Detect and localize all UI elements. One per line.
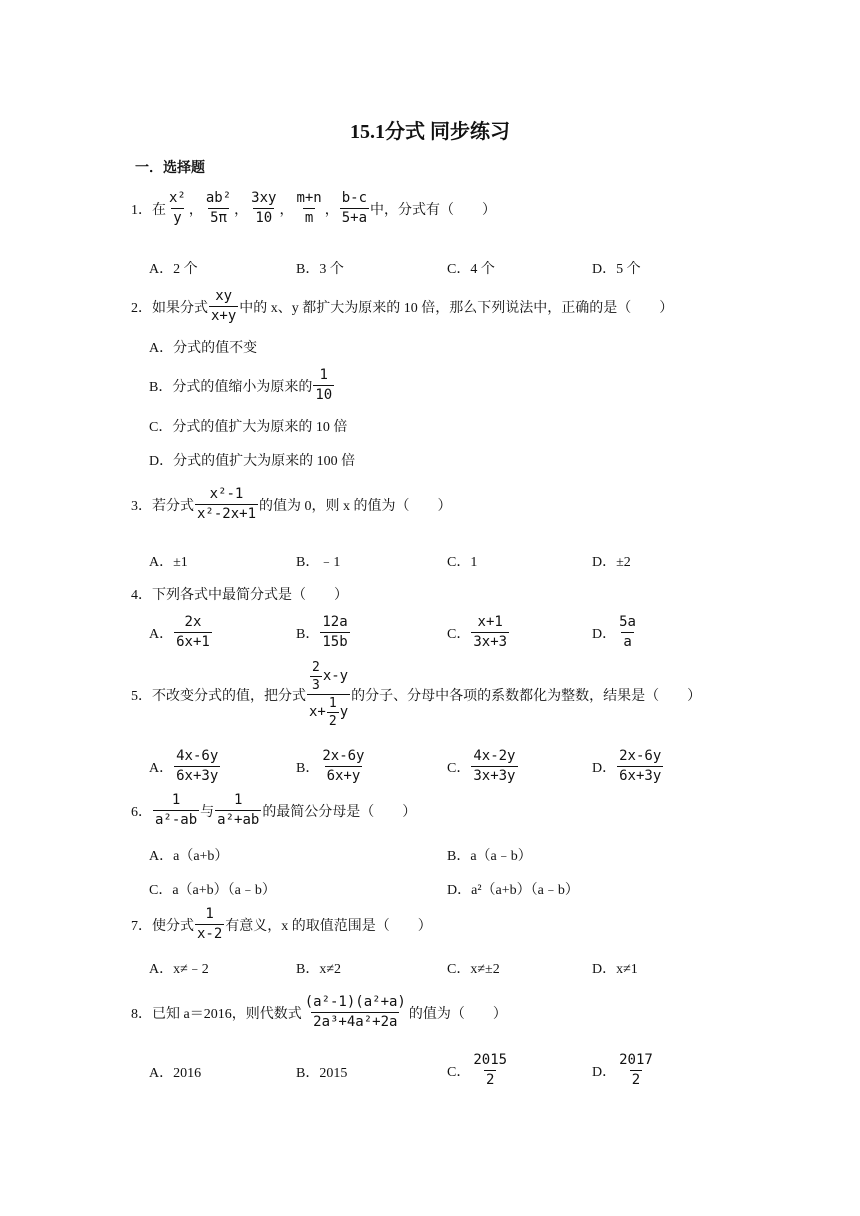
fraction	[320, 748, 366, 785]
denominator: 6x+y	[326, 768, 361, 784]
section-heading: 一．选择题	[135, 161, 205, 176]
option-label: D．	[592, 760, 617, 776]
option-b: B．﹣1	[296, 555, 341, 570]
question-4-text: 4．下列各式中最简分式是（ ）	[131, 588, 348, 603]
fraction	[340, 190, 369, 227]
question-7-prefix: 7．使分式	[131, 918, 194, 934]
option-d: D．a²（a+b）（a﹣b）	[447, 883, 579, 898]
separator: ，	[188, 202, 203, 218]
fraction	[153, 792, 199, 829]
denominator-rest: y	[339, 704, 349, 720]
denominator: 6x+3y	[176, 768, 219, 784]
denominator: x-2	[197, 926, 223, 942]
option-label: C．	[447, 626, 471, 642]
question-1-suffix: 中，分式有（ ）	[370, 202, 497, 218]
option-a: A．±1	[149, 555, 188, 570]
question-2	[131, 288, 673, 325]
numerator: 1	[234, 792, 243, 808]
fraction	[327, 696, 339, 729]
numerator: x²-1	[209, 486, 244, 502]
numerator: 1	[205, 906, 214, 922]
fraction	[204, 190, 233, 227]
option-d	[592, 1052, 656, 1089]
fraction	[195, 486, 258, 523]
denominator: 6x+1	[176, 634, 210, 650]
numerator: xy	[215, 288, 233, 304]
numerator: x+1	[477, 614, 503, 630]
fraction	[313, 367, 334, 404]
numerator: 2017	[619, 1052, 653, 1068]
option-d	[592, 748, 664, 785]
denominator: 10	[255, 210, 273, 226]
separator: ，	[234, 202, 249, 218]
option-b: B．3 个	[296, 262, 344, 277]
denominator: 2	[328, 714, 337, 729]
fraction	[209, 288, 238, 325]
numerator: (a²-1)(a²+a)	[304, 994, 406, 1010]
option-b: B．2015	[296, 1066, 348, 1081]
question-8	[131, 994, 507, 1031]
denominator-lead: x+	[309, 704, 326, 720]
question-3-suffix: 的值为 0，则 x 的值为（ ）	[259, 498, 452, 514]
fraction	[195, 906, 224, 943]
fraction	[617, 748, 663, 785]
numerator: 1	[328, 696, 337, 711]
option-label: B．	[296, 760, 320, 776]
numerator: m+n	[296, 190, 322, 206]
option-b	[296, 748, 368, 785]
numerator: 5a	[619, 614, 636, 630]
denominator: 3	[312, 678, 320, 693]
option-a	[149, 614, 213, 651]
denominator: 2	[485, 1072, 495, 1088]
option-label: C．	[447, 760, 471, 776]
denominator: x²-2x+1	[197, 506, 257, 522]
denominator: 10	[315, 387, 333, 403]
numerator: 3xy	[251, 190, 277, 206]
option-a: A．x≠﹣2	[149, 962, 209, 977]
numerator: ab²	[205, 190, 232, 206]
fraction	[617, 614, 638, 651]
option-c	[447, 1052, 510, 1089]
question-7-suffix: 有意义，x 的取值范围是（ ）	[225, 918, 432, 934]
denominator: y	[173, 210, 182, 226]
fraction	[310, 660, 322, 693]
question-6-suffix: 的最简公分母是（ ）	[262, 804, 417, 820]
option-a	[149, 748, 221, 785]
option-label: B．	[296, 626, 320, 642]
option-c: C．a（a+b）（a﹣b）	[149, 883, 276, 898]
denominator: m	[304, 210, 314, 226]
option-label: C．	[447, 1064, 471, 1080]
option-label: A．	[149, 626, 174, 642]
fraction	[167, 190, 188, 227]
numerator: b-c	[341, 190, 368, 206]
option-c: C．4 个	[447, 262, 495, 277]
denominator: 6x+3y	[619, 768, 662, 784]
question-6	[131, 792, 416, 829]
fraction	[471, 748, 517, 785]
fraction	[471, 614, 509, 651]
option-a: A．a（a+b）	[149, 849, 229, 864]
option-c: C．x≠±2	[447, 962, 500, 977]
fraction	[215, 792, 261, 829]
fraction	[294, 190, 323, 227]
question-7	[131, 906, 432, 943]
denominator	[307, 694, 350, 729]
option-d	[592, 614, 639, 651]
question-1-prefix: 1．在	[131, 202, 166, 218]
question-2-suffix: 中的 x、y 都扩大为原来的 10 倍，那么下列说法中，正确的是（ ）	[239, 300, 674, 316]
denominator: 2	[631, 1072, 641, 1088]
question-5-prefix: 5．不改变分式的值，把分式	[131, 688, 306, 704]
numerator: 2x-6y	[322, 748, 365, 764]
option-b: B．a（a﹣b）	[447, 849, 532, 864]
option-b-text: B．分式的值缩小为原来的	[149, 379, 313, 395]
numerator: 12a	[322, 614, 348, 630]
option-c	[447, 748, 519, 785]
question-2-prefix: 2．如果分式	[131, 300, 208, 316]
option-d: D．x≠1	[592, 962, 638, 977]
numerator: 4x-2y	[473, 748, 516, 764]
numerator: x²	[169, 190, 186, 206]
option-a: A．分式的值不变	[149, 341, 258, 356]
numerator: 2x	[184, 614, 202, 630]
option-label: D．	[592, 1064, 617, 1080]
denominator: a²+ab	[217, 812, 260, 828]
separator: ，	[324, 202, 339, 218]
option-d: D．5 个	[592, 262, 641, 277]
question-8-prefix: 8．已知 a＝2016，则代数式	[131, 1006, 302, 1022]
option-label: D．	[592, 626, 617, 642]
option-a: A．2 个	[149, 262, 198, 277]
option-d: D．±2	[592, 555, 631, 570]
fraction	[303, 994, 408, 1031]
question-4	[131, 584, 348, 604]
fraction	[174, 614, 212, 651]
option-c	[447, 614, 510, 651]
option-label: A．	[149, 760, 174, 776]
denominator: 3x+3y	[473, 768, 516, 784]
fraction	[471, 1052, 509, 1089]
complex-fraction	[307, 660, 350, 729]
question-3	[131, 486, 452, 523]
question-1	[131, 190, 496, 227]
question-3-prefix: 3．若分式	[131, 498, 194, 514]
option-c: C．1	[447, 555, 478, 570]
option-d: D．分式的值扩大为原来的 100 倍	[149, 454, 356, 469]
denominator: x+y	[211, 308, 237, 324]
option-c: C．分式的值扩大为原来的 10 倍	[149, 420, 348, 435]
denominator: 5π	[210, 210, 227, 226]
fraction	[320, 614, 349, 651]
denominator: a	[623, 634, 632, 650]
denominator: 15b	[322, 634, 348, 650]
separator: ，	[279, 202, 294, 218]
numerator: 2x-6y	[619, 748, 662, 764]
question-8-suffix: 的值为（ ）	[408, 1006, 507, 1022]
denominator: 2a³+4a²+2a	[313, 1014, 398, 1030]
fraction	[174, 748, 220, 785]
option-b: B．x≠2	[296, 962, 342, 977]
denominator: a²-ab	[155, 812, 198, 828]
denominator: 5+a	[341, 210, 368, 226]
numerator: 2015	[473, 1052, 508, 1068]
numerator	[307, 660, 350, 694]
fraction	[249, 190, 278, 227]
numerator: 4x-6y	[176, 748, 219, 764]
numerator: 1	[319, 367, 328, 383]
option-b	[296, 614, 351, 651]
numerator-rest: x-y	[322, 668, 349, 684]
question-6-prefix: 6．	[131, 804, 152, 820]
question-6-mid: 与	[200, 804, 215, 820]
option-b	[149, 367, 335, 404]
question-5	[131, 660, 701, 729]
option-a: A．2016	[149, 1066, 202, 1081]
question-5-suffix: 的分子、分母中各项的系数都化为整数，结果是（ ）	[351, 688, 702, 704]
fraction	[617, 1052, 655, 1089]
denominator: 3x+3	[473, 634, 508, 650]
numerator: 2	[312, 660, 320, 675]
numerator: 1	[171, 792, 181, 808]
page-title: 15.1分式 同步练习	[350, 121, 510, 143]
